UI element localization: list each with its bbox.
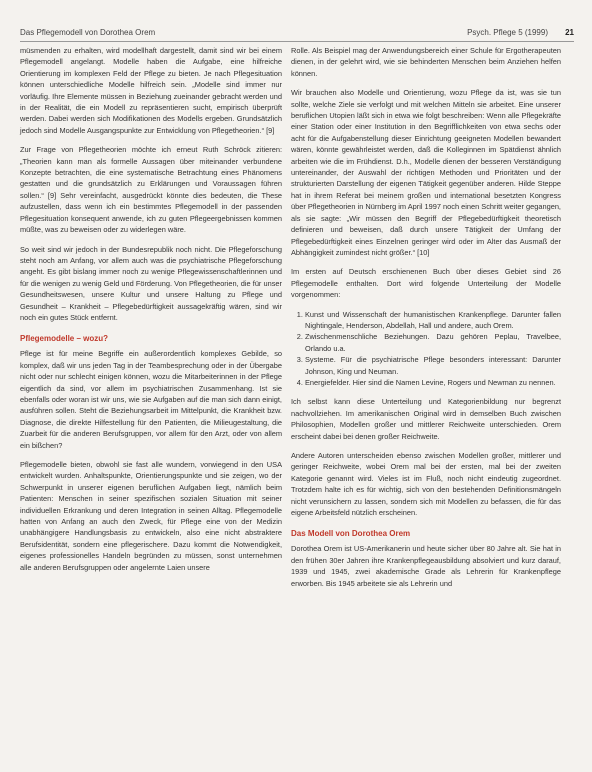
paragraph: Pflegemodelle bieten, obwohl sie fast alle wundern, vorwiegend in den USA entwickelt wurden. Anhaltspunkte, Orientierungspunkte und sie zeigen, wo der Schwerpunkt in unserer eigenen beruflichen Aufgaben liegt, nämlich beim Patienten: Menschen in seiner spezifischen sozialen Situation mit seiner individuellen Erkrankung und deren Integration in seinen Alltag. Pflegemodelle hatten von Anfang an auch den Zweck, für Pflege eine von der Medizin unabhängigere Handlungsbasis zu entwickeln, also eine nicht abstraktere Berufsidentität, sondern eine pflegerischere. Dazu kommt die Notwendigkeit, eigenes professionelles Handeln begründen zu müssen, sonst unternehmen alle anderen Berufsgruppen oder angelernte Laien unsere bbox=[20, 460, 282, 572]
header-article-title: Das Pflegemodell von Dorothea Orem bbox=[20, 28, 156, 37]
list-item: 2. Zwischenmenschliche Beziehungen. Dazu gehören Peplau, Travelbee, Orlando u.a. bbox=[305, 331, 561, 354]
paragraph: Pflege ist für meine Begriffe ein außerordentlich komplexes Gebilde, so komplex, daß wir uns jeden Tag in der Teambesprechung oder in der Übergabe nicht oder nur schlecht einigen können, wozu die Mitarbeiterinnen in der Pflege eigentlich da sind, vor allem im psychiatrischen Zusammenhang. Ist sie ebenfalls oder woran ist wir uns, wie sie Aufgaben auf die man sich dann einigt, ausführen sollen. Steht die Beziehungsarbeit im Mittelpunkt, die Krankheit bzw. Diagnose, die direkte Hilfestellung für den Patienten, die Milieugestaltung, die Zuarbeit für die anderen Berufsgruppen, vor allem für den Arzt, oder von allem ein bißchen? bbox=[20, 349, 282, 450]
paragraph: Im ersten auf Deutsch erschienenen Buch über dieses Gebiet sind 26 Pflegemodelle enthalten. Dort wird folgende Unterteilung der Modelle vorgenommen: bbox=[291, 267, 561, 300]
header-rule bbox=[20, 41, 574, 42]
list-item: 4. Energiefelder. Hier sind die Namen Levine, Rogers und Newman zu nennen. bbox=[305, 377, 561, 388]
running-header bbox=[20, 26, 574, 40]
paragraph: Zur Frage von Pflegetheorien möchte ich erneut Ruth Schröck zitieren: „Theorien kann man als formelle Aussagen über miteinander verbundene Konzepte betrachten, die eine systematische Betrachtung eines Phänomens gestatten und die grundsätzlich zu Erklärungen und Voraussagen führen sollen.“ [9] Sehr vereinfacht, ausgedrückt könnte dies bedeuten, die These aufzustellen, dass wenn ich ein bestimmtes Pflegemodell in der passenden Pflegesituation konsequent anwende, ich zu guten Pflegeergebnissen kommen müßte, was zu beweisen oder zu widerlegen wäre. bbox=[20, 145, 282, 235]
paragraph: Wir brauchen also Modelle und Orientierung, wozu Pflege da ist, was sie tun sollte, welche Ziele sie verfolgt und mit welchen Mitteln sie arbeitet. Eine unserer beruflichen Utopien läßt sich in etwa wie folgt beschreiben: Wenn alle Pflegekräfte einer Station oder einer Institution in den Begrifflichkeiten von etwa sechs oder acht für die Aufgabenstellung dieser Einrichtung geeigneten Modellen bewandert wären, könnte gewährleistet werden, daß die Kolleginnen im Spätdienst ähnlich arbeiten wie die im Frühdienst. D.h., Modelle dienen der besseren Verständigung untereinander, der Auswahl der richtigen Methoden und Prioritäten und der strukturierten Darstellung der eigenen Tätigkeit gegenüber anderen. Hilde Steppe hat in ihrem Referat bei meinem großen und international besetzten Kongress über Pflegetheorien in Nürnberg im April 1997 noch einen Schritt weiter gegangen, als sie sagte: „Wir müssen den Begriff der Pflegebedürftigkeit theoretisch definieren und beweisen, daß durch unsere Tätigkeit der Umfang der Pflegebedürftigkeit eines Einzelnen geringer wird oder im Alter das Ausmaß der Abhängigkeit zumindest nicht größer.“ [10] bbox=[291, 88, 561, 257]
list-item: 1. Kunst und Wissenschaft der humanistischen Krankenpflege. Darunter fallen Nightingale, Henderson, Abdellah, Hall und andere, auch Orem. bbox=[305, 309, 561, 332]
paragraph: So weit sind wir jedoch in der Bundesrepublik noch nicht. Die Pflegeforschung steht noch am Anfang, vor allem auch was die psychiatrische Pflegeforschung angeht. Es gibt bislang immer noch zu wenige Pflegewissenschaftlerinnen und für die wenigen zu wenig Geld und Förderung. Von Pflegetheorien, die für unser Gesundheitswesen, unsere Kultur und unsere Haltung zu Pflege und Gesundheit – Krankheit – Pflegebedürftigkeit aussagekräftig wären, sind wir noch ein gutes Stück entfernt. bbox=[20, 244, 282, 322]
paragraph: Ich selbst kann diese Unterteilung und Kategorienbildung nur begrenzt nachvollziehen. Im amerikanischen Original wird in demselben Buch zwischen Philosophien, Modellen großer und mittlerer Reichweite unterschieden. Orem erscheint dabei bei denen großer Reichweite. bbox=[291, 397, 561, 441]
section-heading: Pflegemodelle – wozu? bbox=[20, 334, 109, 344]
page-number: 21 bbox=[565, 28, 574, 37]
paragraph: Rolle. Als Beispiel mag der Anwendungsbereich einer Schule für Ergotherapeuten dienen, in der gelehrt wird, wie sie behinderten Menschen beim Anziehen helfen können. bbox=[291, 46, 561, 78]
header-journal-ref: Psych. Pflege 5 (1999) bbox=[467, 28, 548, 37]
paragraph: Andere Autoren unterscheiden ebenso zwischen Modellen großer, mittlerer und geringer Reichweite, wobei Orem mal bei der ersten, mal bei der zweiten Kategorie genannt wird. Vieles ist im Fluß, noch nicht eindeutig zugeordnet. Trotzdem halte ich es für wichtig, sich von den bestehenden Definitionsmängeln nicht verunsichern zu lassen, sondern sich mit Modellen zu befassen, die für das eigene Arbeitsfeld nützlich erscheinen. bbox=[291, 451, 561, 518]
model-category-list bbox=[291, 309, 561, 389]
list-item: 3. Systeme. Für die psychiatrische Pflege besonders interessant: Darunter Johnson, King und Neuman. bbox=[305, 354, 561, 377]
right-column bbox=[291, 45, 561, 597]
paragraph: müsmenden zu erhalten, wird modellhaft dargestellt, damit sind wir bei einem Pflegemodell angelangt. Modelle haben die Aufgabe, eine hilfreiche Orientierung im komplexen Feld der Pflege zu bieten. Je nach Pflegesituation können unterschiedliche Modelle hilfreich sein. „Modelle sind immer nur vorläufig. Ihre Elemente müssen in Beziehung zueinander gebracht werden und in der Realität, die ein Modell zu repräsentieren sucht, empirisch überprüft werden. Dabei werden sich Modifikationen des Modells ergeben. Grundsätzlich jedoch sind Modelle Ausgangspunkte zur Entwicklung von Pflegetheorien.“ [9] bbox=[20, 46, 282, 135]
left-column bbox=[20, 45, 282, 581]
paragraph: Dorothea Orem ist US-Amerikanerin und heute sicher über 80 Jahre alt. Sie hat in den frühen 30er Jahren ihre Krankenpflegeausbildung absolviert und kurz darauf, 1939 und 1945, zwei akademische Grade als Lehrerin für Krankenpflege erworben. Bis 1945 arbeitete sie als Lehrerin und bbox=[291, 544, 561, 588]
section-heading: Das Modell von Dorothea Orem bbox=[291, 529, 411, 539]
